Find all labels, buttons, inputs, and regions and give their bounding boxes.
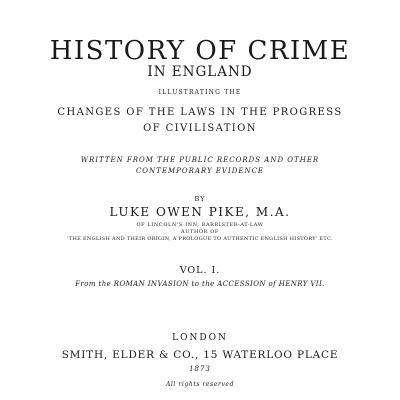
author-works: 'THE ENGLISH AND THEIR ORIGIN, A PROLOGUE TO AUTHENTIC ENGLISH HISTORY' ETC. [67,236,333,242]
book-subtitle: IN ENGLAND [147,64,253,80]
changes-line: CHANGES OF THE LAWS IN THE PROGRESS [57,107,343,118]
publication-city: LONDON [172,333,228,343]
illustrating-line: ILLUSTRATING THE [158,89,242,96]
book-title: HISTORY OF CRIME [49,36,351,66]
by-line: BY [194,195,206,203]
publisher: SMITH, ELDER & CO., 15 WATERLOO PLACE [61,349,339,361]
author-name: LUKE OWEN PIKE, M.A. [109,205,291,219]
volume-number: VOL. I. [179,265,221,276]
contemporary-line: CONTEMPORARY EVIDENCE [135,167,265,175]
civilisation-line: OF CIVILISATION [143,123,257,134]
publication-year: 1873 [189,365,211,373]
author-affiliation: OF LINCOLN'S INN, BARRISTER-AT-LAW [136,222,264,228]
volume-scope: From the ROMAN INVASION to the ACCESSION of HENRY VII. [75,280,325,288]
author-of-label: AUTHOR OF [181,229,219,235]
rights-notice: All rights reserved [165,381,235,388]
written-from-line: WRITTEN FROM THE PUBLIC RECORDS AND OTHER [80,156,320,164]
